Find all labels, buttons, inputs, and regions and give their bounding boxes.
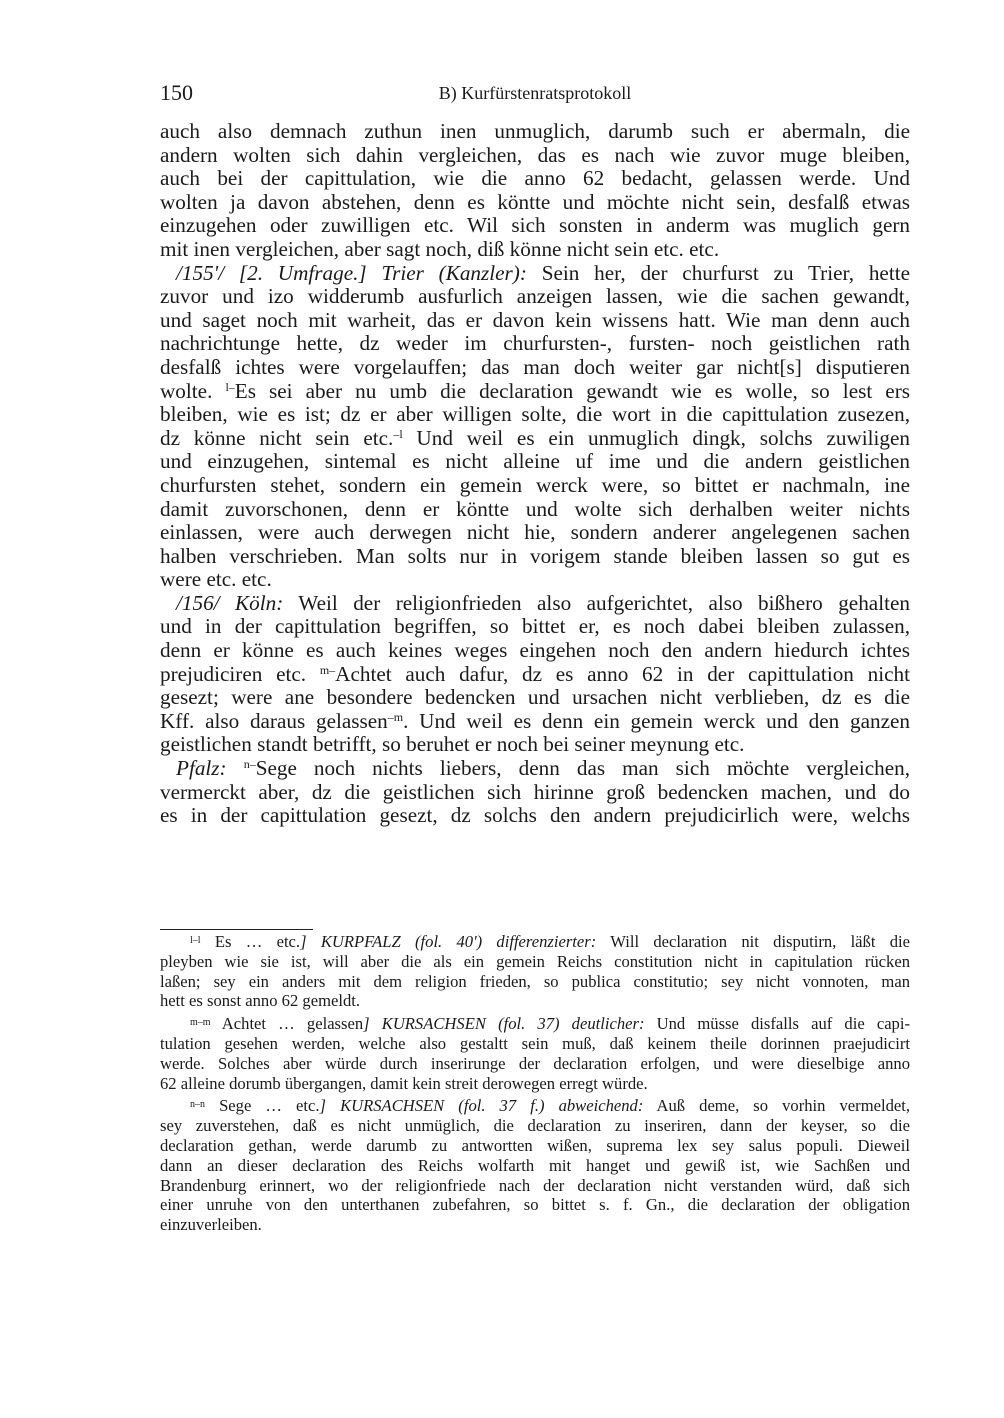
text-line: es in der capittulation gesezt, dz solchs den andern prejudicirlich were, welchs	[160, 803, 910, 828]
text-line: denn er könne es auch keines weges eingehen noch den andern hiedurch ichtes	[160, 638, 910, 663]
footnote-line: $^{l-l}$ Es … etc.] KURPFALZ (fol. 40') differenzierter: Will declaration nit disputirn, läßt die	[190, 932, 911, 951]
text-line: mit inen vergleichen, aber sagt noch, diß könne nicht sein etc. etc.	[160, 236, 720, 261]
text-line: wolte. $^{l-}$Es sei aber nu umb die declaration gewandt wie es wolle, so lest ers	[160, 378, 910, 403]
speaker-label: /155'/ [2. Umfrage.] Trier (Kanzler):	[176, 260, 527, 285]
text-line: bleiben, wie es ist; dz er aber willigen solte, die wort in die capittulation zusezen,	[160, 402, 910, 427]
text-line: halben verschrieben. Man solts nur in vorigem stande bleiben lassen so gut es	[160, 543, 910, 568]
footnote-line: declaration gethan, werde darumb zu antwortten wißen, suprema lex sey salus populi. Dieweil	[160, 1135, 910, 1155]
variant-marker: –l	[393, 426, 403, 441]
footnote-line: laßen; sey ein anders mit dem religion frieden, so publica constitutio; sey nicht vonnoten, man	[160, 971, 910, 991]
text-line: auch bei der capittulation, wie die anno 62 bedacht, gelassen werde. Und	[160, 166, 910, 191]
text-line: nachrichtunge hette, dz weder im churfursten-, fursten- noch geistlichen rath	[160, 331, 910, 356]
text-line: einzugehen oder zuwilligen etc. Wil sich sonsten in anderm was muglich gern	[160, 213, 910, 238]
footnote-line: tulation gesehen werden, welche also gestaltt sein muß, daß keinem theile dorinnen praejudicirt	[160, 1033, 910, 1053]
text-line: damit zuvorschonen, denn er köntte und wolte sich derhalben weiter nichts	[160, 496, 910, 521]
footnote-line: pleyben wie sie ist, will aber die als ein gemein Reichs constitution nicht in capitulation rücken	[160, 951, 910, 971]
speaker-label: /156/ Köln:	[176, 590, 284, 615]
text-line: wolten ja davon abstehen, denn es köntte und möchte nicht sein, desfalß etwas	[160, 189, 910, 214]
footnote-source: ] KURSACHSEN (fol. 37) deutlicher:	[363, 1014, 645, 1034]
footnote-line: einer unruhe von den unterthanen zubefahren, so bittet s. f. Gn., die declaration der obligation	[160, 1195, 910, 1215]
footnote-line: dann an dieser declaration des Reichs wolfarth mit hanget und gewiß ist, wie Sachßen und	[160, 1155, 910, 1175]
text-line: Pfalz: $^{n-}$Sege noch nichts liebers, denn das man sich möchte vergleichen,	[176, 756, 911, 781]
footnote-mark: m–m	[190, 1017, 211, 1029]
variant-marker: m–	[319, 662, 336, 677]
footnote-line: einzuverleiben.	[160, 1215, 262, 1235]
running-title: B) Kurfürstenratsprotokoll	[438, 83, 632, 103]
variant-marker: n–	[243, 757, 256, 772]
speaker-label: Pfalz:	[176, 756, 227, 781]
text-line: einlassen, were auch derwegen nicht hie, sondern anderer angelegenen sachen	[160, 520, 910, 545]
text-line: andern wolten sich dahin vergleichen, das es nach wie zuvor muge bleiben,	[160, 142, 910, 167]
text-line: auch also demnach zuthun inen unmuglich, darumb such er abermaln, die	[160, 119, 910, 143]
footnote-source: ] KURPFALZ (fol. 40') differenzierter:	[300, 932, 597, 951]
text-line: Kff. also daraus gelassen$^{-m}$. Und weil es denn ein gemein werck und den ganzen	[160, 708, 910, 733]
main-text	[160, 120, 910, 828]
text-line: und einzugehen, sintemal es nicht alleine uf ime und die andern geistlichen	[160, 449, 910, 474]
footnote-separator	[160, 929, 313, 930]
variant-marker: l–	[225, 379, 235, 394]
text-line: und in der capittulation begriffen, so bittet er, es noch dabei bleiben zulassen,	[160, 614, 910, 639]
text-line: zuvor und izo widderumb ausfurlich anzeigen lassen, wie die sachen gewandt,	[160, 284, 910, 309]
variant-marker: –m	[387, 709, 404, 724]
footnote-mark: l–l	[190, 935, 201, 946]
footnote-line: $^{n-n}$ Sege … etc.] KURSACHSEN (fol. 37 f.) abweichend: Auß deme, so vorhin vermeldet,	[190, 1096, 910, 1116]
text-line: /156/ Köln: Weil der religionfrieden also aufgerichtet, also bißhero gehalten	[176, 590, 910, 615]
footnote-mark: n–n	[190, 1099, 205, 1111]
text-line: vermerckt aber, dz die geistlichen sich hirinne groß bedencken machen, und do	[160, 779, 910, 804]
page-header	[160, 80, 910, 108]
footnote-line: sey zuverstehen, daß es nicht unmüglich, die declaration zu inseriren, dann der keyser, so die	[160, 1116, 910, 1136]
text-line: churfursten stehet, sondern ein gemein werck were, so bittet er nachmaln, ine	[160, 472, 910, 497]
text-line: were etc. etc.	[160, 567, 272, 592]
text-line: prejudiciren etc. $^{m-}$Achtet auch dafur, dz es anno 62 in der capittulation nicht	[160, 661, 910, 686]
page-number: 150	[160, 80, 193, 105]
footnote-line: $^{m-m}$ Achtet … gelassen] KURSACHSEN (fol. 37) deutlicher: Und müsse disfalls auf die capi-	[190, 1014, 910, 1034]
text-line: /155'/ [2. Umfrage.] Trier (Kanzler): Sein her, der churfurst zu Trier, hette	[176, 260, 910, 285]
text-line: gesezt; were ane besondere bedencken und ursachen nicht verblieben, dz es die	[160, 685, 910, 710]
footnote-line: hett es sonst anno 62 gemeldt.	[160, 991, 361, 1011]
footnotes	[160, 932, 910, 1235]
footnote-source: ] KURSACHSEN (fol. 37 f.) abweichend:	[319, 1096, 644, 1116]
text-line: desfalß ichtes were vorgelauffen; das man doch weiter gar nicht[s] disputieren	[160, 354, 910, 379]
text-line: geistlichen standt betrifft, so beruhet er noch bei seiner meynung etc.	[160, 732, 745, 757]
footnote-line: Brandenburg erinnert, wo der religionfriede nach der declaration nicht verstanden würd, daß sich	[160, 1175, 910, 1195]
footnote-line: 62 alleine dorumb übergangen, damit kein streit derowegen erregt würde.	[160, 1073, 648, 1093]
text-line: und saget noch mit warheit, das er davon kein wissens hatt. Wie man denn auch	[160, 307, 910, 332]
footnote-line: werde. Solches aber würde durch inserirunge der declaration erfolgen, und were dieselbige anno	[160, 1053, 910, 1073]
text-line: dz könne nicht sein etc.$^{-l}$ Und weil es ein unmuglich dingk, solchs zuwiligen	[160, 425, 910, 450]
